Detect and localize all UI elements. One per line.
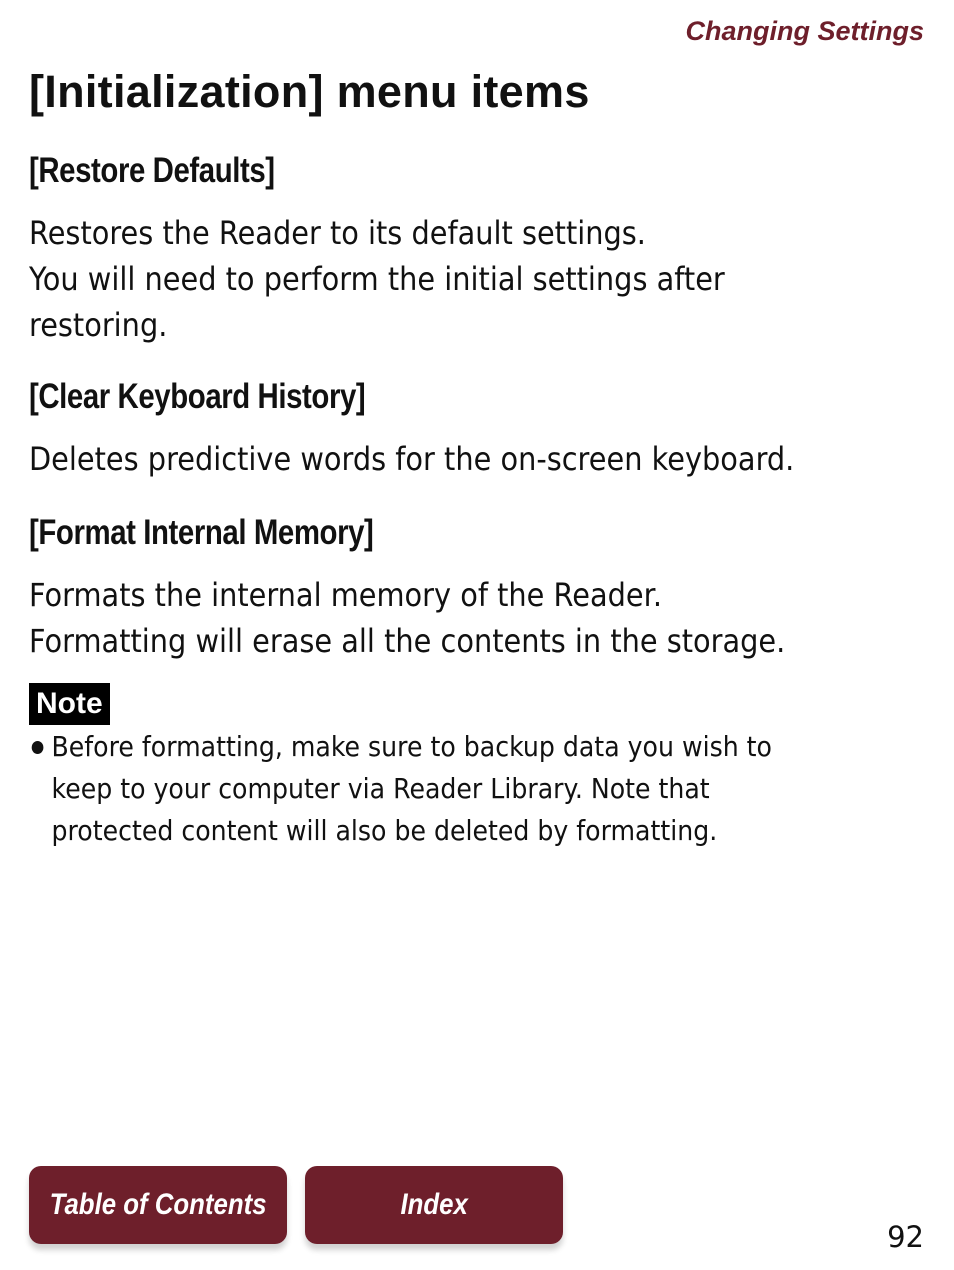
text-line: Deletes predictive words for the on-screen keyboard. — [29, 440, 795, 478]
text-line: restoring. — [29, 306, 168, 344]
section-heading-format-internal-memory: [Format Internal Memory] — [29, 513, 374, 552]
note-text-line: keep to your computer via Reader Library. Note that — [51, 772, 710, 805]
text-line: Formatting will erase all the contents in the storage. — [29, 622, 786, 660]
index-label: Index — [400, 1188, 468, 1221]
index-button[interactable] — [305, 1166, 563, 1244]
note-label: Note — [29, 683, 110, 725]
note-list — [29, 726, 855, 852]
text-line: You will need to perform the initial settings after — [29, 260, 725, 298]
page-number: 92 — [887, 1220, 924, 1254]
clear-keyboard-history-description — [29, 436, 794, 482]
note-text-line: protected content will also be deleted by formatting. — [51, 814, 718, 847]
table-of-contents-button[interactable] — [29, 1166, 287, 1244]
section-heading-clear-keyboard-history: [Clear Keyboard History] — [29, 377, 366, 416]
format-internal-memory-description — [29, 572, 785, 664]
restore-defaults-description — [29, 210, 725, 348]
text-line: Restores the Reader to its default settings. — [29, 214, 646, 252]
page-title: [Initialization] menu items — [29, 66, 590, 117]
list-item — [29, 726, 772, 852]
bullet-icon — [32, 741, 44, 754]
section-heading-restore-defaults: [Restore Defaults] — [29, 151, 275, 190]
note-text-line: Before formatting, make sure to backup data you wish to — [51, 730, 772, 763]
text-line: Formats the internal memory of the Reader. — [29, 576, 662, 614]
table-of-contents-label: Table of Contents — [49, 1188, 267, 1221]
header-section-title: Changing Settings — [685, 16, 924, 46]
